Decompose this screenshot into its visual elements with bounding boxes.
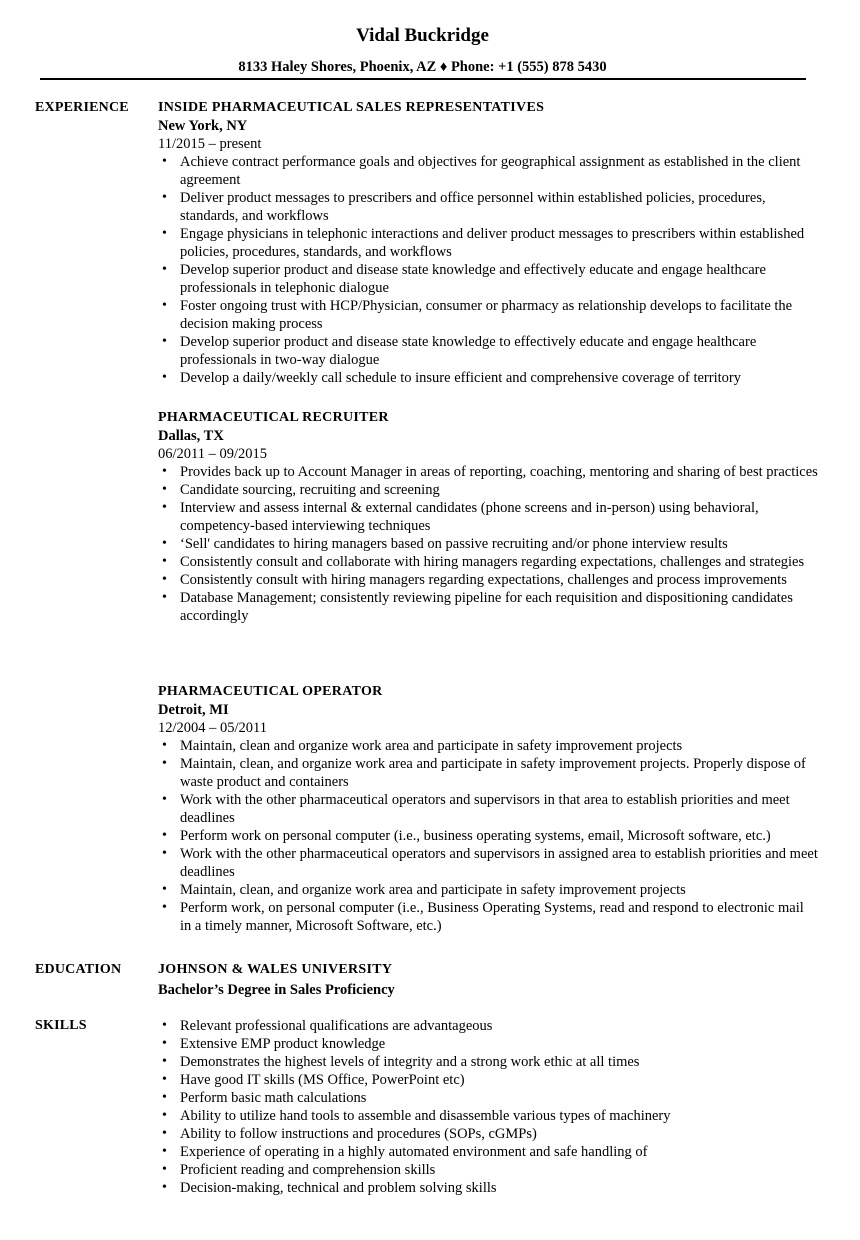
job-entry: [158, 409, 818, 625]
section-label-skills: SKILLS: [35, 1018, 87, 1033]
list-item: • Ability to follow instructions and procedures (SOPs, cGMPs): [158, 1125, 818, 1143]
list-item: • Candidate sourcing, recruiting and screening: [158, 481, 818, 499]
contact-line: 8133 Haley Shores, Phoenix, AZ ♦ Phone: +1 (555) 878 5430: [238, 59, 607, 75]
list-item: • Perform work on personal computer (i.e., business operating systems, email, Microsoft software, etc.): [158, 827, 818, 845]
job-entry: [158, 683, 818, 935]
list-item: • Maintain, clean, and organize work area and participate in safety improvement projects: [158, 881, 818, 899]
list-item: • Consistently consult with hiring managers regarding expectations, challenges and process improvements: [158, 571, 818, 589]
list-item: • Decision-making, technical and problem solving skills: [158, 1179, 818, 1197]
job-location: New York, NY: [158, 118, 248, 134]
skills-entry: [158, 1017, 818, 1197]
list-item: • Demonstrates the highest levels of integrity and a strong work ethic at all times: [158, 1053, 818, 1071]
list-item: • Experience of operating in a highly automated environment and safe handling of: [158, 1143, 818, 1161]
job-title: PHARMACEUTICAL RECRUITER: [158, 410, 389, 425]
list-item: • Maintain, clean and organize work area and participate in safety improvement projects: [158, 737, 818, 755]
school-name: JOHNSON & WALES UNIVERSITY: [158, 962, 393, 977]
list-item: • Provides back up to Account Manager in areas of reporting, coaching, mentoring and sharing of best practices: [158, 463, 818, 481]
list-item: • Proficient reading and comprehension skills: [158, 1161, 818, 1179]
list-item: • Ability to utilize hand tools to assemble and disassemble various types of machinery: [158, 1107, 818, 1125]
list-item: • Database Management; consistently reviewing pipeline for each requisition and dispositioning candidates accordingly: [158, 589, 818, 625]
candidate-name: Vidal Buckridge: [356, 25, 489, 46]
list-item: • Foster ongoing trust with HCP/Physician, consumer or pharmacy as relationship develops to facilitate the decision making process: [158, 297, 818, 333]
job-entry: [158, 99, 818, 387]
job-dates: 06/2011 – 09/2015: [158, 446, 268, 462]
list-item: • Relevant professional qualifications are advantageous: [158, 1017, 818, 1035]
job-title: INSIDE PHARMACEUTICAL SALES REPRESENTATIVES: [158, 100, 545, 115]
list-item: • Deliver product messages to prescribers and office personnel within established policies, procedures, standards, and workflows: [158, 189, 818, 225]
job-dates: 12/2004 – 05/2011: [158, 720, 268, 736]
section-label-education: EDUCATION: [35, 962, 122, 977]
section-label-experience: EXPERIENCE: [35, 100, 129, 115]
list-item: • Develop superior product and disease state knowledge to effectively educate and engage healthcare professionals in two-way dialogue: [158, 333, 818, 369]
list-item: • ‘Sell' candidates to hiring managers based on passive recruiting and/or phone interview results: [158, 535, 818, 553]
degree-name: Bachelor’s Degree in Sales Proficiency: [158, 982, 395, 998]
header-divider: [40, 78, 806, 80]
skills-list: [158, 1017, 818, 1197]
list-item: • Engage physicians in telephonic interactions and deliver product messages to prescribers within established policies, procedures, standards, and workflows: [158, 225, 818, 261]
job-duties-list: [158, 463, 818, 625]
list-item: • Interview and assess internal & external candidates (phone screens and in-person) using behavioral, competency-based interviewing techniques: [158, 499, 818, 535]
list-item: • Maintain, clean, and organize work area and participate in safety improvement projects. Properly dispose of waste product and containers: [158, 755, 818, 791]
job-duties-list: [158, 737, 818, 935]
job-location: Dallas, TX: [158, 428, 224, 444]
list-item: • Develop a daily/weekly call schedule to insure efficient and comprehensive coverage of territory: [158, 369, 818, 387]
list-item: • Have good IT skills (MS Office, PowerPoint etc): [158, 1071, 818, 1089]
list-item: • Perform basic math calculations: [158, 1089, 818, 1107]
job-location: Detroit, MI: [158, 702, 229, 718]
job-title: PHARMACEUTICAL OPERATOR: [158, 684, 383, 699]
list-item: • Develop superior product and disease state knowledge and effectively educate and engage healthcare professionals in telephonic dialogue: [158, 261, 818, 297]
education-entry: [158, 961, 818, 999]
list-item: • Work with the other pharmaceutical operators and supervisors in assigned area to establish priorities and meet deadlines: [158, 845, 818, 881]
job-dates: 11/2015 – present: [158, 136, 262, 152]
list-item: • Work with the other pharmaceutical operators and supervisors in that area to establish priorities and meet deadlines: [158, 791, 818, 827]
list-item: • Perform work, on personal computer (i.e., Business Operating Systems, read and respond to electronic mail in a timely manner, Microsoft Software, etc.): [158, 899, 818, 935]
job-duties-list: [158, 153, 818, 387]
list-item: • Achieve contract performance goals and objectives for geographical assignment as established in the client agreement: [158, 153, 818, 189]
list-item: • Consistently consult and collaborate with hiring managers regarding expectations, challenges and strategies: [158, 553, 818, 571]
list-item: • Extensive EMP product knowledge: [158, 1035, 818, 1053]
